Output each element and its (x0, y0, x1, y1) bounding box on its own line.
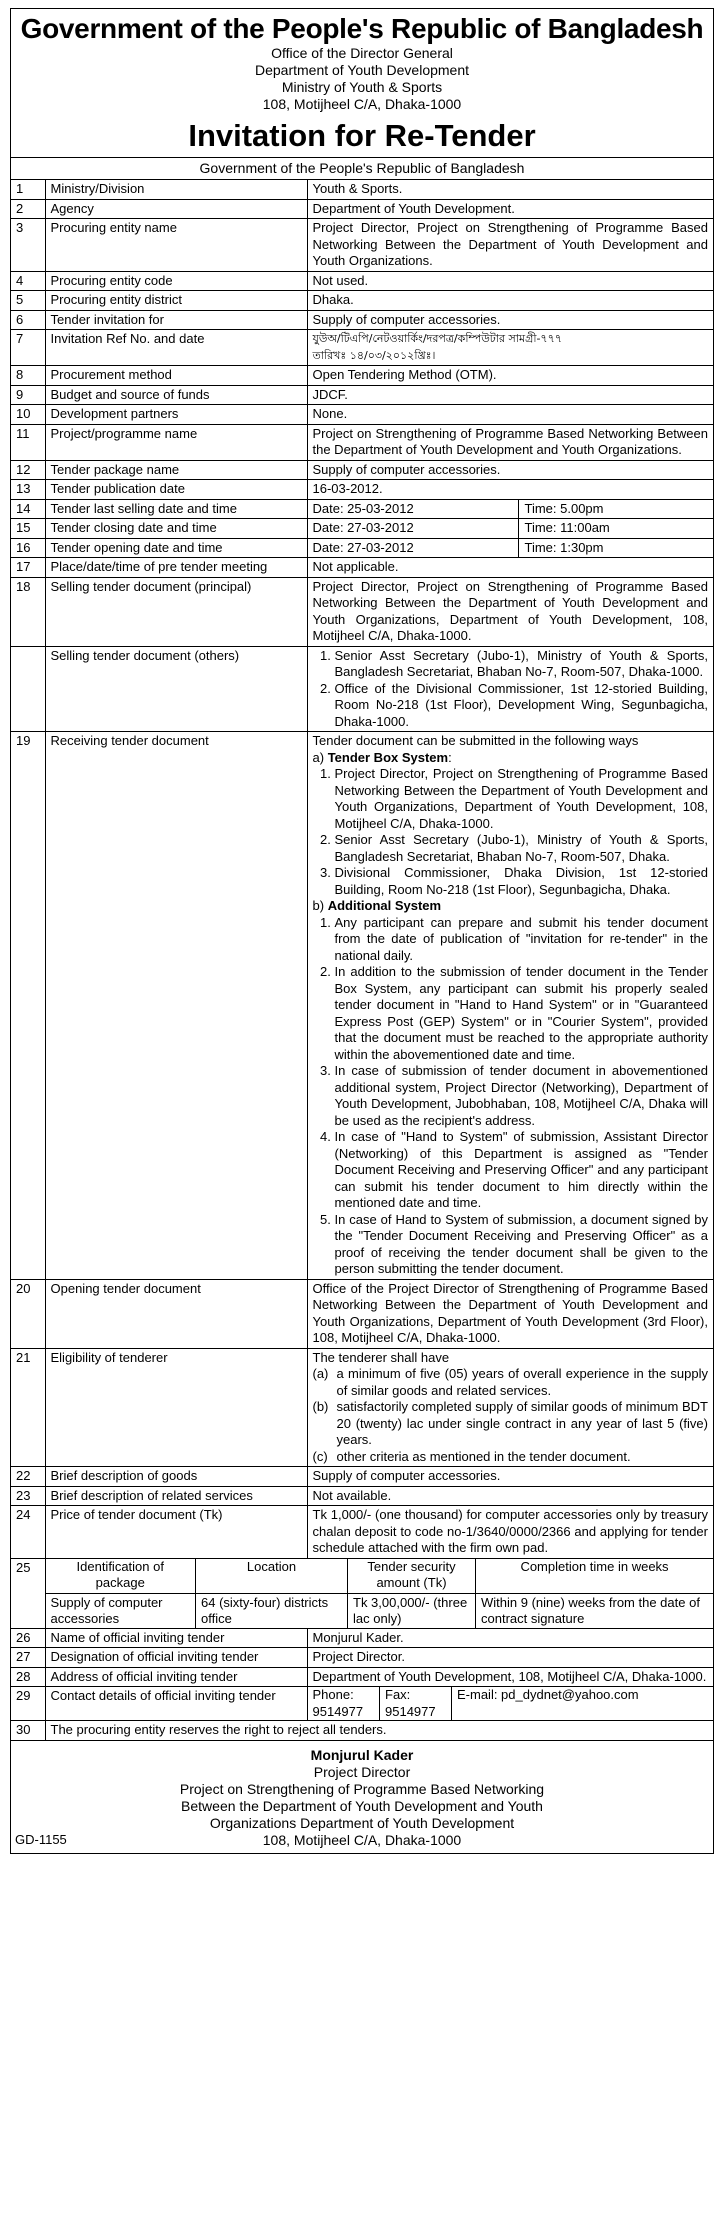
table-row (11, 271, 713, 291)
row-value: Project Director, Project on Strengthening of Programme Based Networking Between the Department of Youth Development and Youth Organizations. (307, 219, 713, 272)
table-row (11, 1687, 713, 1721)
row-value (307, 499, 713, 519)
signatory-line: 108, Motijheel C/A, Dhaka-1000 (262, 1831, 462, 1848)
gd-code: GD-1155 (15, 1832, 67, 1847)
row-number: 18 (11, 577, 45, 646)
row-label: Tender last selling date and time (45, 499, 307, 519)
list-item: 4. In case of "Hand to System" of submission, Assistant Director (Networking) of this Department is assigned as "Tender Document Receiving and Preserving Officer" and any participant can submit his tender document to him directly within the mentioned date and time. (335, 1129, 709, 1212)
row-number: 8 (11, 366, 45, 386)
signature-block (11, 1741, 713, 1853)
row-value: 16-03-2012. (307, 480, 713, 500)
row-number: 22 (11, 1467, 45, 1487)
section-title: Tender Box System (327, 749, 449, 765)
row-number: 12 (11, 460, 45, 480)
signatory-line: Project Director (313, 1763, 411, 1780)
row-label: Agency (45, 199, 307, 219)
row-number: 11 (11, 424, 45, 460)
list-item: 2. Senior Asst Secretary (Jubo-1), Ministry of Youth & Sports, Bangladesh Secretariat, Bhaban No-7, Room-507, Dhaka. (335, 832, 709, 865)
row-label: Brief description of related services (45, 1486, 307, 1506)
ref-date: তারিখঃ ১৪/০৩/২০১২খ্রিঃ। (312, 348, 436, 362)
row-number: 13 (11, 480, 45, 500)
receiving-intro: Tender document can be submitted in the following ways (312, 733, 639, 748)
table-row (11, 199, 713, 219)
table-row (11, 291, 713, 311)
package-header-row (46, 1558, 714, 1594)
column-header: Identification of package (46, 1558, 196, 1594)
signatory-name: Monjurul Kader (310, 1746, 414, 1763)
row-value: Not applicable. (307, 558, 713, 578)
row-label: Invitation Ref No. and date (45, 330, 307, 366)
row-label: Tender publication date (45, 480, 307, 500)
row-value (307, 646, 713, 732)
signatory-line: Between the Department of Youth Development and Youth (181, 1797, 543, 1814)
table-row (11, 1667, 713, 1687)
table-row (11, 424, 713, 460)
row-label: Eligibility of tenderer (45, 1348, 307, 1467)
table-row (11, 1648, 713, 1668)
department-line: Department of Youth Development (254, 62, 470, 78)
ref-number: যুউঅ/টিএপি/নেটওয়ার্কিং/দরপত্র/কম্পিউটার সামগ্রী-৭৭৭ (312, 332, 562, 345)
row-number: 26 (11, 1628, 45, 1648)
item-mark: (b) (312, 1399, 329, 1414)
row-number: 9 (11, 385, 45, 405)
email-value[interactable]: E-mail: pd_dydnet@yahoo.com (452, 1686, 714, 1721)
row-value: Supply of computer accessories. (307, 460, 713, 480)
row-number: 10 (11, 405, 45, 425)
row-label: Selling tender document (others) (45, 646, 307, 732)
government-title: Government of the People's Republic of Bangladesh (20, 13, 704, 44)
row-number: 14 (11, 499, 45, 519)
row-value: Office of the Project Director of Strengthening of Programme Based Networking Between the Department of Youth Development and Youth Organizations, Department of Youth Development (3rd Floor), 108, Motijheel C/A, Dhaka-1000. (307, 1279, 713, 1348)
table-row (11, 646, 713, 732)
table-row (11, 577, 713, 646)
table-row (11, 732, 713, 1280)
row-number: 1 (11, 180, 45, 199)
tender-box-list (313, 766, 709, 898)
ministry-line: Ministry of Youth & Sports (281, 79, 443, 95)
office-line: Office of the Director General (271, 45, 453, 61)
row-number: 17 (11, 558, 45, 578)
row-label: Budget and source of funds (45, 385, 307, 405)
row-number: 19 (11, 732, 45, 1280)
table-row (11, 519, 713, 539)
row-label: Procuring entity district (45, 291, 307, 311)
row-number: 20 (11, 1279, 45, 1348)
row-label: Receiving tender document (45, 732, 307, 1280)
time-value: Time: 1:30pm (524, 539, 604, 555)
selling-offices-list (313, 648, 709, 731)
row-value: Project on Strengthening of Programme Based Networking Between the Department of Youth Development and Youth Organizations. (307, 424, 713, 460)
row-number: 21 (11, 1348, 45, 1467)
list-item: 1. Any participant can prepare and submit his tender document from the date of publication of "invitation for re-tender" in the national daily. (335, 915, 709, 965)
row-number: 15 (11, 519, 45, 539)
row-value: Monjurul Kader. (307, 1628, 713, 1648)
row-label: Brief description of goods (45, 1467, 307, 1487)
row-number: 7 (11, 330, 45, 366)
row-label: Development partners (45, 405, 307, 425)
row-label: Procurement method (45, 366, 307, 386)
row-label: Place/date/time of pre tender meeting (45, 558, 307, 578)
row-value: Supply of computer accessories. (307, 310, 713, 330)
list-item: 3. Divisional Commissioner, Dhaka Division, 1st 12-storied Building, Room No-218 (1st Floor), Segunbagicha, Dhaka. (335, 865, 709, 898)
table-row (11, 366, 713, 386)
tender-notice-page (10, 8, 714, 1854)
row-value: Project Director, Project on Strengthening of Programme Based Networking Between the Department of Youth Development and Youth Organizations, Department of Youth Development, 108, Motijheel C/A, Dhaka-1000. (307, 577, 713, 646)
list-item (313, 1399, 709, 1449)
item-text: other criteria as mentioned in the tender document. (336, 1448, 631, 1464)
tender-box-heading: a) Tender Box System: (312, 749, 452, 765)
list-item: 2. Office of the Divisional Commissioner, 1st 12-storied Building, Room No-218 (1st Floor), Development Wing, Segunbagicha, Dhaka-1000. (335, 681, 709, 731)
additional-system-heading (313, 898, 709, 915)
row-number: 30 (11, 1721, 45, 1741)
table-row (11, 1348, 713, 1467)
row-value: JDCF. (307, 385, 713, 405)
row-value: Department of Youth Development, 108, Motijheel C/A, Dhaka-1000. (307, 1667, 713, 1687)
row-label: Procuring entity name (45, 219, 307, 272)
fax-value: Fax: 9514977 (380, 1686, 452, 1721)
tender-security: Tk 3,00,000/- (three lac only) (348, 1593, 476, 1629)
row-value: Tk 1,000/- (one thousand) for computer accessories only by treasury chalan deposit to code no-1/3640/0000/2366 and applying for tender schedule attached with the firm own pad. (307, 1506, 713, 1559)
completion-time: Within 9 (nine) weeks from the date of contract signature (476, 1593, 714, 1629)
row-value: Open Tendering Method (OTM). (307, 366, 713, 386)
list-item (313, 1449, 709, 1466)
row-number: 5 (11, 291, 45, 311)
table-row (11, 499, 713, 519)
row-label: Ministry/Division (45, 180, 307, 199)
row-value (307, 1687, 713, 1721)
row-label: Tender opening date and time (45, 538, 307, 558)
item-text: satisfactorily completed supply of similar goods of minimum BDT 20 (twenty) lac under single contract in any year of last 5 (five) years. (336, 1399, 708, 1447)
row-label: Procuring entity code (45, 271, 307, 291)
date-value: Date: 27-03-2012 (313, 519, 519, 538)
row-label: Tender closing date and time (45, 519, 307, 539)
list-item: 1. Senior Asst Secretary (Jubo-1), Ministry of Youth & Sports, Bangladesh Secretariat, Bhaban No-7, Room-507, Dhaka-1000. (335, 648, 709, 681)
signatory-line: Organizations Department of Youth Development (209, 1814, 515, 1831)
table-row (11, 1279, 713, 1348)
table-row (11, 538, 713, 558)
row-value: Department of Youth Development. (307, 199, 713, 219)
table-row (11, 480, 713, 500)
signatory-line: Project on Strengthening of Programme Based Networking (179, 1780, 545, 1797)
table-row (11, 330, 713, 366)
tender-details-table (11, 180, 713, 1741)
table-heading: Government of the People's Republic of Bangladesh (11, 158, 713, 180)
section-title: Additional System (327, 898, 442, 913)
row-value: Project Director. (307, 1648, 713, 1668)
row-number (11, 646, 45, 732)
table-row (11, 460, 713, 480)
row-value: Supply of computer accessories. (307, 1467, 713, 1487)
row-value: Not used. (307, 271, 713, 291)
row-value: Youth & Sports. (307, 180, 713, 199)
row-label: Project/programme name (45, 424, 307, 460)
row-value (307, 538, 713, 558)
row-label: Opening tender document (45, 1279, 307, 1348)
list-item (313, 1366, 709, 1399)
phone-value: Phone: 9514977 (308, 1686, 380, 1721)
section-prefix: a) (312, 749, 325, 765)
row-label: Name of official inviting tender (45, 1628, 307, 1648)
row-value: Dhaka. (307, 291, 713, 311)
row-number: 24 (11, 1506, 45, 1559)
list-item: 3. In case of submission of tender document in abovementioned additional system, Project Director (Networking), Department of Youth Development, Jubobhaban, 108, Motijheel C/A, Dhaka will be used as the recipient's address. (335, 1063, 709, 1129)
row-number: 28 (11, 1667, 45, 1687)
row-label: Price of tender document (Tk) (45, 1506, 307, 1559)
row-number: 27 (11, 1648, 45, 1668)
column-header: Completion time in weeks (476, 1558, 714, 1594)
row-value (307, 732, 713, 1280)
row-value (307, 519, 713, 539)
date-value: Date: 25-03-2012 (313, 500, 519, 519)
list-item: 2. In addition to the submission of tender document in the Tender Box System, any participant can submit his properly sealed tender document in "Hand to Hand System" or in "Guaranteed Express Post (GEP) System" or in "Courier System", provided that the document must be reached to the appropriate authority within the abovementioned date and time. (335, 964, 709, 1063)
contact-table (308, 1686, 714, 1721)
table-row (11, 1628, 713, 1648)
row-number: 3 (11, 219, 45, 272)
list-item: 1. Project Director, Project on Strengthening of Programme Based Networking Between the Department of Youth Development and Youth Organizations, Department of Youth Development, 108, Motijheel C/A, Dhaka-1000. (335, 766, 709, 832)
row-label: Address of official inviting tender (45, 1667, 307, 1687)
row-number: 4 (11, 271, 45, 291)
row-value (307, 1348, 713, 1467)
item-mark: (a) (312, 1366, 329, 1381)
package-id: Supply of computer accessories (46, 1593, 196, 1629)
package-cell (45, 1558, 713, 1628)
time-value: Time: 11:00am (524, 520, 610, 535)
row-number: 6 (11, 310, 45, 330)
additional-system-list (313, 915, 709, 1278)
eligibility-intro: The tenderer shall have (312, 1349, 450, 1365)
package-location: 64 (sixty-four) districts office (196, 1593, 348, 1629)
address-line: 108, Motijheel C/A, Dhaka-1000 (262, 96, 462, 112)
table-row (11, 1486, 713, 1506)
item-text: a minimum of five (05) years of overall experience in the supply of similar goods and related services. (336, 1366, 708, 1398)
table-row (11, 558, 713, 578)
table-row (11, 180, 713, 199)
package-table (46, 1558, 714, 1629)
section-prefix: b) (312, 898, 325, 913)
table-row (11, 385, 713, 405)
row-label: Designation of official inviting tender (45, 1648, 307, 1668)
row-number: 29 (11, 1687, 45, 1721)
row-value: The procuring entity reserves the right to reject all tenders. (45, 1721, 713, 1741)
table-row (11, 1721, 713, 1741)
list-item: 5. In case of Hand to System of submission, a document signed by the "Tender Document Receiving and Preserving Officer" as a proof of receiving the tender document shall be given to the person submitting the tender document. (335, 1212, 709, 1278)
row-number: 25 (11, 1558, 45, 1628)
row-value: None. (307, 405, 713, 425)
row-label: Contact details of official inviting tender (45, 1687, 307, 1721)
table-row (11, 1506, 713, 1559)
date-value: Date: 27-03-2012 (313, 539, 519, 558)
row-value: Not available. (307, 1486, 713, 1506)
table-row (11, 405, 713, 425)
row-number: 16 (11, 538, 45, 558)
table-row (11, 1558, 713, 1628)
table-row (11, 1467, 713, 1487)
row-label: Tender invitation for (45, 310, 307, 330)
row-value (307, 330, 713, 366)
table-row (11, 219, 713, 272)
column-header: Tender security amount (Tk) (348, 1558, 476, 1594)
row-label: Tender package name (45, 460, 307, 480)
column-header: Location (196, 1558, 348, 1594)
package-data-row (46, 1593, 714, 1629)
item-mark: (c) (312, 1448, 328, 1464)
time-value: Time: 5.00pm (524, 500, 604, 516)
row-number: 23 (11, 1486, 45, 1506)
notice-header (11, 9, 713, 158)
row-number: 2 (11, 199, 45, 219)
notice-title: Invitation for Re-Tender (188, 118, 536, 153)
row-label: Selling tender document (principal) (45, 577, 307, 646)
table-row (11, 310, 713, 330)
